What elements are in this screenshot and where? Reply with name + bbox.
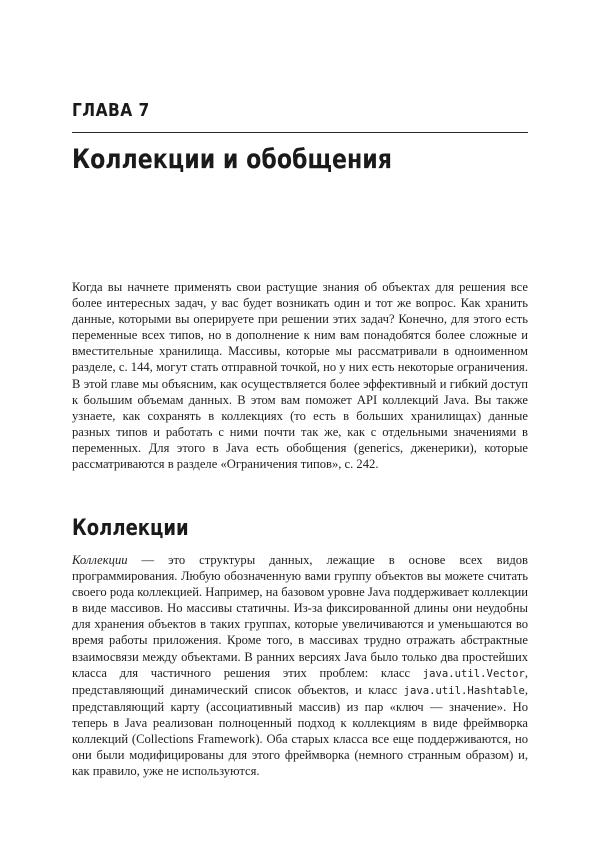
chapter-divider [72,132,528,133]
section-text-part2: , представляющий динамический список объектов, и класс [72,665,528,697]
section-term: Коллекции [72,553,128,567]
code-hashtable: java.util.Hashtable [403,684,525,697]
intro-text: Когда вы начнете применять свои растущие знания об объектах для решения все более интересных задач, у вас будет возникать один и тот же вопрос. Как хранить данные, которыми вы оперируете при решении этих задач? Конечно, для этого есть переменные всех типов, но в дополнение к ним вам понадобятся более сложные и вместительные хранилища. Массивы, которые мы рассматривали в одноименном разделе, с. 144, могут стать отправной точкой, но у них есть некоторые ограничения. В этой главе мы объясним, как осуществляется более эффективный и гибкий доступ к большим объемам данных. В этом вам поможет API коллекций Java. Вы также узнаете, как сохранять в коллекциях (то есть в больших хранилищах) данные разных типов и работать с ними почти так же, как с отдельными значениями в переменных. Для этого в Java есть обобщения (generics, дженерики), которые рассматриваются в разделе «Ограничения типов», с. 242. [72,280,528,472]
code-vector: java.util.Vector [422,667,525,680]
intro-paragraph [72,279,528,472]
chapter-label: ГЛАВА 7 [72,100,150,121]
section-text-part3: , представляющий карту (ассоциативный массив) из пар «ключ — значение». Но теперь в Java реализован полноценный подход к коллекциям в виде фреймворка коллекций (Collections Framework). Оба старых класса все еще поддерживаются, но они были модифицированы для этого фреймворка (немного странным образом) и, как правило, уже не используются. [72,682,528,779]
chapter-title: Коллекции и обобщения [72,144,393,175]
section-text-part1: — это структуры данных, лежащие в основе всех видов программирования. Любую обозначенную вами группу объектов вы можете считать своего рода коллекцией. Например, на базовом уровне Java поддерживает коллекции в виде массивов. Но массивы статичны. Из-за фиксированной длины они неудобны для хранения объектов в таких группах, которые увеличиваются и уменьшаются во время работы приложения. Кроме того, в массивах трудно отражать абстрактные взаимосвязи между объектами. В ранних версиях Java было только два простейших класса для частичного решения этих проблем: класс [72,553,528,680]
section-paragraph [72,552,528,779]
section-text [72,552,528,779]
section-heading: Коллекции [72,516,189,541]
